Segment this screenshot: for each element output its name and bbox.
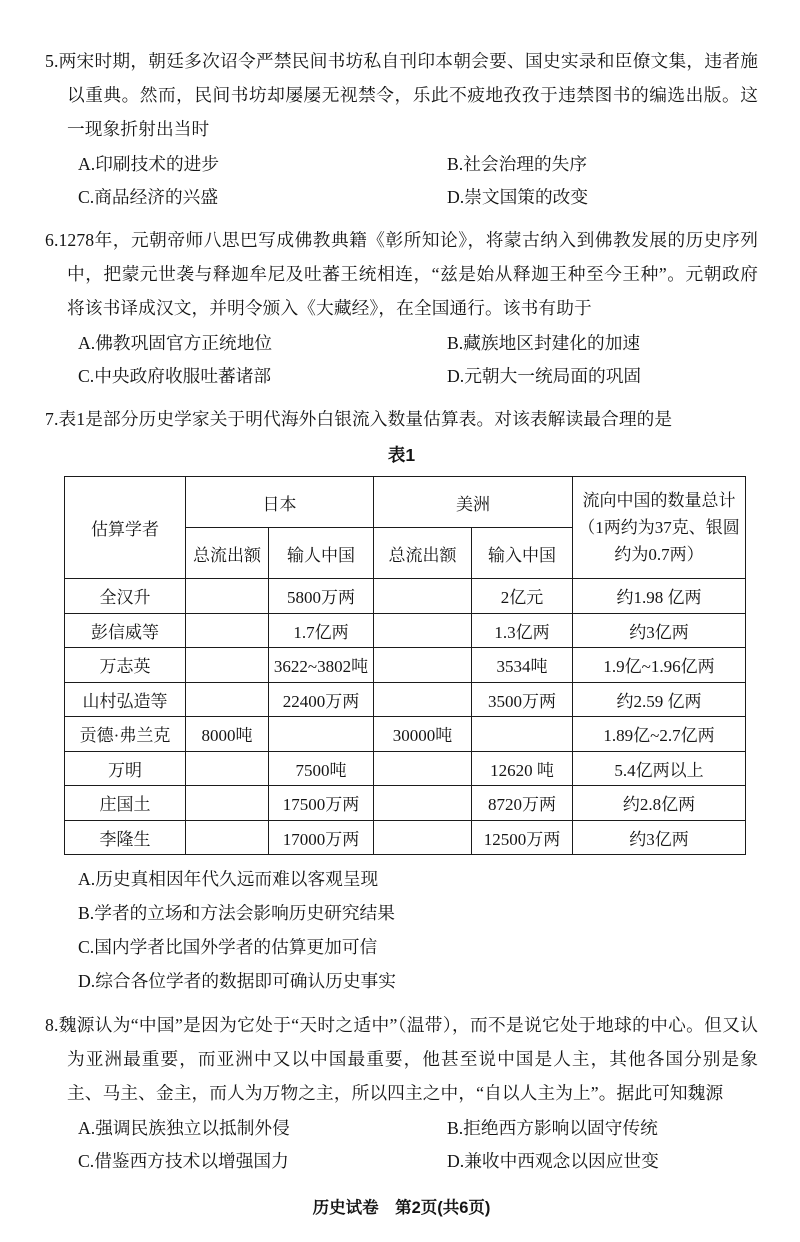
header-america-tochina-cell: 输入中国 (472, 528, 573, 579)
question-7-option-b: B.学者的立场和方法会影响历史研究结果 (78, 903, 395, 923)
japan-outflow-cell (186, 579, 269, 614)
table-row (65, 648, 746, 683)
question-5-option-a: A.印刷技术的进步 (78, 154, 220, 174)
total-cell: 约2.8亿两 (573, 786, 746, 821)
america-outflow-cell (374, 820, 472, 855)
america-outflow-cell (374, 648, 472, 683)
question-6-option-d: D.元朝大一统局面的巩固 (447, 366, 642, 386)
header-scholar-cell: 估算学者 (65, 477, 186, 579)
scholar-name-cell: 李隆生 (65, 820, 186, 855)
header-japan-outflow-cell: 总流出额 (186, 528, 269, 579)
japan-outflow-cell (186, 613, 269, 648)
question-7 (45, 402, 758, 998)
question-7-option-c: C.国内学者比国外学者的估算更加可信 (78, 937, 378, 957)
scholar-name-cell: 万明 (65, 751, 186, 786)
america-tochina-cell: 12620 吨 (472, 751, 573, 786)
total-cell: 约1.98 亿两 (573, 579, 746, 614)
question-8-option-a: A.强调民族独立以抵制外侵 (78, 1118, 290, 1138)
question-8-option-d: D.兼收中西观念以因应世变 (447, 1151, 659, 1171)
america-tochina-cell: 3500万两 (472, 682, 573, 717)
table-row (65, 613, 746, 648)
question-7-option-a: A.历史真相因年代久远而难以客观呈现 (78, 869, 379, 889)
america-outflow-cell: 30000吨 (374, 717, 472, 752)
question-6-stem: 6.1278年，元朝帝师八思巴写成佛教典籍《彰所知论》，将蒙古纳入到佛教发展的历史序列中，把蒙元世袭与释迦牟尼及吐蕃王统相连，“兹是始从释迦王种至今王种”。元朝政府将该书译成汉文，并明令颁入《大藏经》，在全国通行。该书有助于 (45, 230, 758, 318)
japan-outflow-cell (186, 786, 269, 821)
question-6-option-b: B.藏族地区封建化的加速 (447, 333, 641, 353)
total-cell: 约3亿两 (573, 613, 746, 648)
question-7-stem: 7.表1是部分历史学家关于明代海外白银流入数量估算表。对该表解读最合理的是 (45, 409, 673, 429)
america-outflow-cell (374, 613, 472, 648)
header-japan-tochina-cell: 输人中国 (269, 528, 374, 579)
japan-outflow-cell (186, 751, 269, 786)
japan-outflow-cell (186, 682, 269, 717)
japan-tochina-cell: 5800万两 (269, 579, 374, 614)
question-5-option-c: C.商品经济的兴盛 (78, 187, 219, 207)
america-tochina-cell: 1.3亿两 (472, 613, 573, 648)
question-5 (45, 44, 758, 214)
question-5-options (45, 148, 758, 214)
japan-tochina-cell: 1.7亿两 (269, 613, 374, 648)
table-row (65, 717, 746, 752)
japan-tochina-cell: 17500万两 (269, 786, 374, 821)
scholar-name-cell: 庄国土 (65, 786, 186, 821)
scholar-name-cell: 全汉升 (65, 579, 186, 614)
header-america-cell: 美洲 (374, 477, 573, 528)
total-cell: 约2.59 亿两 (573, 682, 746, 717)
table-row (65, 820, 746, 855)
total-cell: 1.89亿~2.7亿两 (573, 717, 746, 752)
question-8-stem: 8.魏源认为“中国”是因为它处于“天时之适中”（温带），而不是说它处于地球的中心。但又认为亚洲最重要，而亚洲中又以中国最重要，他甚至说中国是人主，其他各国分别是象主、马主、金主，而人为万物之主，所以四主之中，“自以人主为上”。据此可知魏源 (45, 1015, 758, 1103)
page-footer: 历史试卷 第2页(共6页) (312, 1199, 491, 1217)
table-row (65, 682, 746, 717)
japan-tochina-cell: 22400万两 (269, 682, 374, 717)
question-6 (45, 223, 758, 393)
scholar-name-cell: 彭信威等 (65, 613, 186, 648)
table-row (65, 786, 746, 821)
question-8-options (45, 1112, 758, 1178)
table-header-row-1 (65, 477, 746, 528)
question-7-option-d: D.综合各位学者的数据即可确认历史事实 (78, 971, 396, 991)
america-outflow-cell (374, 786, 472, 821)
question-5-option-b: B.社会治理的失序 (447, 154, 588, 174)
question-5-stem: 5.两宋时期，朝廷多次诏令严禁民间书坊私自刊印本朝会要、国史实录和臣僚文集，违者施以重典。然而，民间书坊却屡屡无视禁令，乐此不疲地孜孜于违禁图书的编选出版。这一现象折射出当时 (45, 51, 758, 139)
silver-inflow-table (64, 476, 746, 855)
japan-outflow-cell (186, 820, 269, 855)
america-tochina-cell: 3534吨 (472, 648, 573, 683)
table-row (65, 751, 746, 786)
america-outflow-cell (374, 682, 472, 717)
total-cell: 5.4亿两以上 (573, 751, 746, 786)
america-tochina-cell: 8720万两 (472, 786, 573, 821)
question-6-options (45, 327, 758, 393)
america-outflow-cell (374, 751, 472, 786)
question-8-option-b: B.拒绝西方影响以固守传统 (447, 1118, 658, 1138)
america-tochina-cell (472, 717, 573, 752)
japan-outflow-cell (186, 648, 269, 683)
japan-tochina-cell: 7500吨 (269, 751, 374, 786)
question-6-option-a: A.佛教巩固官方正统地位 (78, 333, 273, 353)
question-6-option-c: C.中央政府收服吐蕃诸部 (78, 366, 272, 386)
japan-tochina-cell (269, 717, 374, 752)
table-row (65, 579, 746, 614)
table-caption: 表1 (387, 445, 416, 465)
header-total-cell: 流向中国的数量总计（1两约为37克、银圆约为0.7两） (573, 477, 746, 579)
america-tochina-cell: 2亿元 (472, 579, 573, 614)
question-8 (45, 1008, 758, 1178)
scholar-name-cell: 山村弘造等 (65, 682, 186, 717)
header-japan-cell: 日本 (186, 477, 374, 528)
scholar-name-cell: 贡德·弗兰克 (65, 717, 186, 752)
japan-tochina-cell: 17000万两 (269, 820, 374, 855)
question-8-option-c: C.借鉴西方技术以增强国力 (78, 1151, 289, 1171)
america-tochina-cell: 12500万两 (472, 820, 573, 855)
question-5-option-d: D.崇文国策的改变 (447, 187, 589, 207)
japan-outflow-cell: 8000吨 (186, 717, 269, 752)
total-cell: 约3亿两 (573, 820, 746, 855)
scholar-name-cell: 万志英 (65, 648, 186, 683)
america-outflow-cell (374, 579, 472, 614)
header-america-outflow-cell: 总流出额 (374, 528, 472, 579)
total-cell: 1.9亿~1.96亿两 (573, 648, 746, 683)
question-7-options (45, 862, 758, 998)
japan-tochina-cell: 3622~3802吨 (269, 648, 374, 683)
